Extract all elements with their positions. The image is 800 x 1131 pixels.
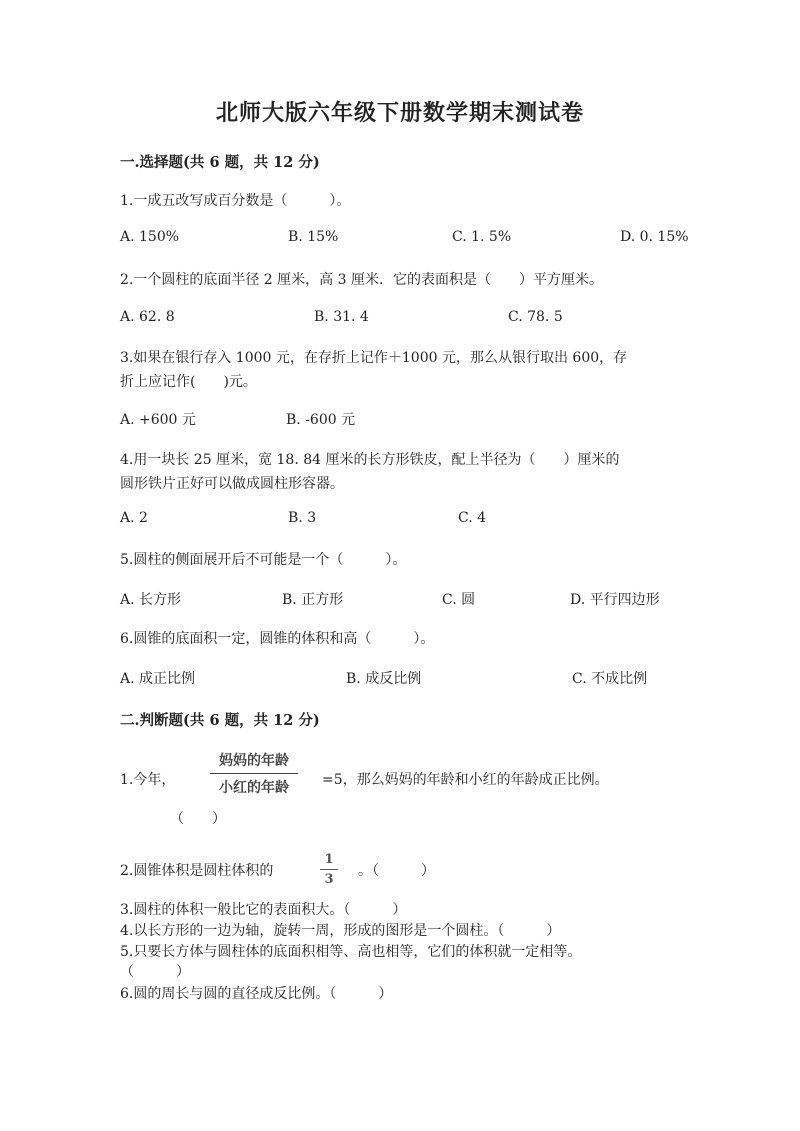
option-2b: B. 31. 4: [314, 309, 369, 325]
section-heading-choice: 一.选择题(共 6 题，共 12 分): [120, 154, 320, 171]
judge-2-prefix: 2.圆锥体积是圆柱体积的: [120, 863, 274, 879]
judge-5-line1: 5.只要长方体与圆柱体的底面积相等、高也相等，它们的体积就一定相等。: [120, 944, 582, 960]
question-5: 5.圆柱的侧面展开后不可能是一个（ ）。: [120, 552, 407, 568]
option-4b: B. 3: [288, 510, 317, 526]
option-5d: D. 平行四边形: [570, 592, 660, 608]
option-5c: C. 圆: [442, 592, 476, 608]
option-2c: C. 78. 5: [508, 309, 563, 325]
age-ratio-fraction: [210, 750, 298, 797]
option-5a: A. 长方形: [120, 592, 182, 608]
option-1a: A. 150%: [120, 229, 180, 245]
judge-1-suffix: =5，那么妈妈的年龄和小红的年龄成正比例。: [322, 772, 609, 788]
fraction-numerator: 妈妈的年龄: [210, 750, 298, 774]
question-3-line2: 折上应记作( )元。: [120, 374, 257, 390]
option-6b: B. 成反比例: [346, 671, 422, 687]
question-4-line2: 圆形铁片正好可以做成圆柱形容器。: [120, 476, 344, 492]
judge-6: 6.圆的周长与圆的直径成反比例。（ ）: [120, 986, 393, 1002]
judge-4: 4.以长方形的一边为轴，旋转一周，形成的图形是一个圆柱。（ ）: [120, 923, 561, 939]
question-2: 2.一个圆柱的底面半径 2 厘米，高 3 厘米．它的表面积是（ ）平方厘米。: [120, 272, 603, 288]
question-6: 6.圆锥的底面积一定，圆锥的体积和高（ ）。: [120, 631, 435, 647]
question-4-line1: 4.用一块长 25 厘米，宽 18. 84 厘米的长方形铁皮，配上半径为（ ）厘米的: [120, 452, 620, 468]
question-3-line1: 3.如果在银行存入 1000 元，在存折上记作＋1000 元，那么从银行取出 600，存: [120, 350, 628, 366]
option-3b: B. -600 元: [286, 412, 356, 428]
option-1d: D. 0. 15%: [620, 229, 689, 245]
judge-1-blank: （ ）: [170, 811, 226, 827]
judge-5-line2: （ ）: [120, 964, 190, 980]
judge-1-prefix: 1.今年，: [120, 772, 176, 788]
option-3a: A. +600 元: [120, 412, 196, 428]
option-4c: C. 4: [458, 510, 487, 526]
option-6a: A. 成正比例: [120, 671, 196, 687]
question-1: 1.一成五改写成百分数是（ ）。: [120, 193, 351, 209]
judge-2-suffix: 。（ ）: [358, 863, 435, 879]
fraction-numerator: 1: [320, 852, 338, 870]
fraction-denominator: 小红的年龄: [219, 780, 289, 796]
option-5b: B. 正方形: [282, 592, 344, 608]
option-1b: B. 15%: [288, 229, 339, 245]
option-1c: C. 1. 5%: [452, 229, 512, 245]
fraction-denominator: 3: [324, 872, 334, 887]
judge-3: 3.圆柱的体积一般比它的表面积大。（ ）: [120, 902, 407, 918]
page-title: 北师大版六年级下册数学期末测试卷: [215, 100, 584, 126]
option-2a: A. 62. 8: [120, 309, 175, 325]
option-6c: C. 不成比例: [572, 671, 648, 687]
option-4a: A. 2: [120, 510, 148, 526]
section-heading-judgement: 二.判断题(共 6 题，共 12 分): [120, 712, 320, 729]
one-third-fraction: [320, 852, 338, 887]
